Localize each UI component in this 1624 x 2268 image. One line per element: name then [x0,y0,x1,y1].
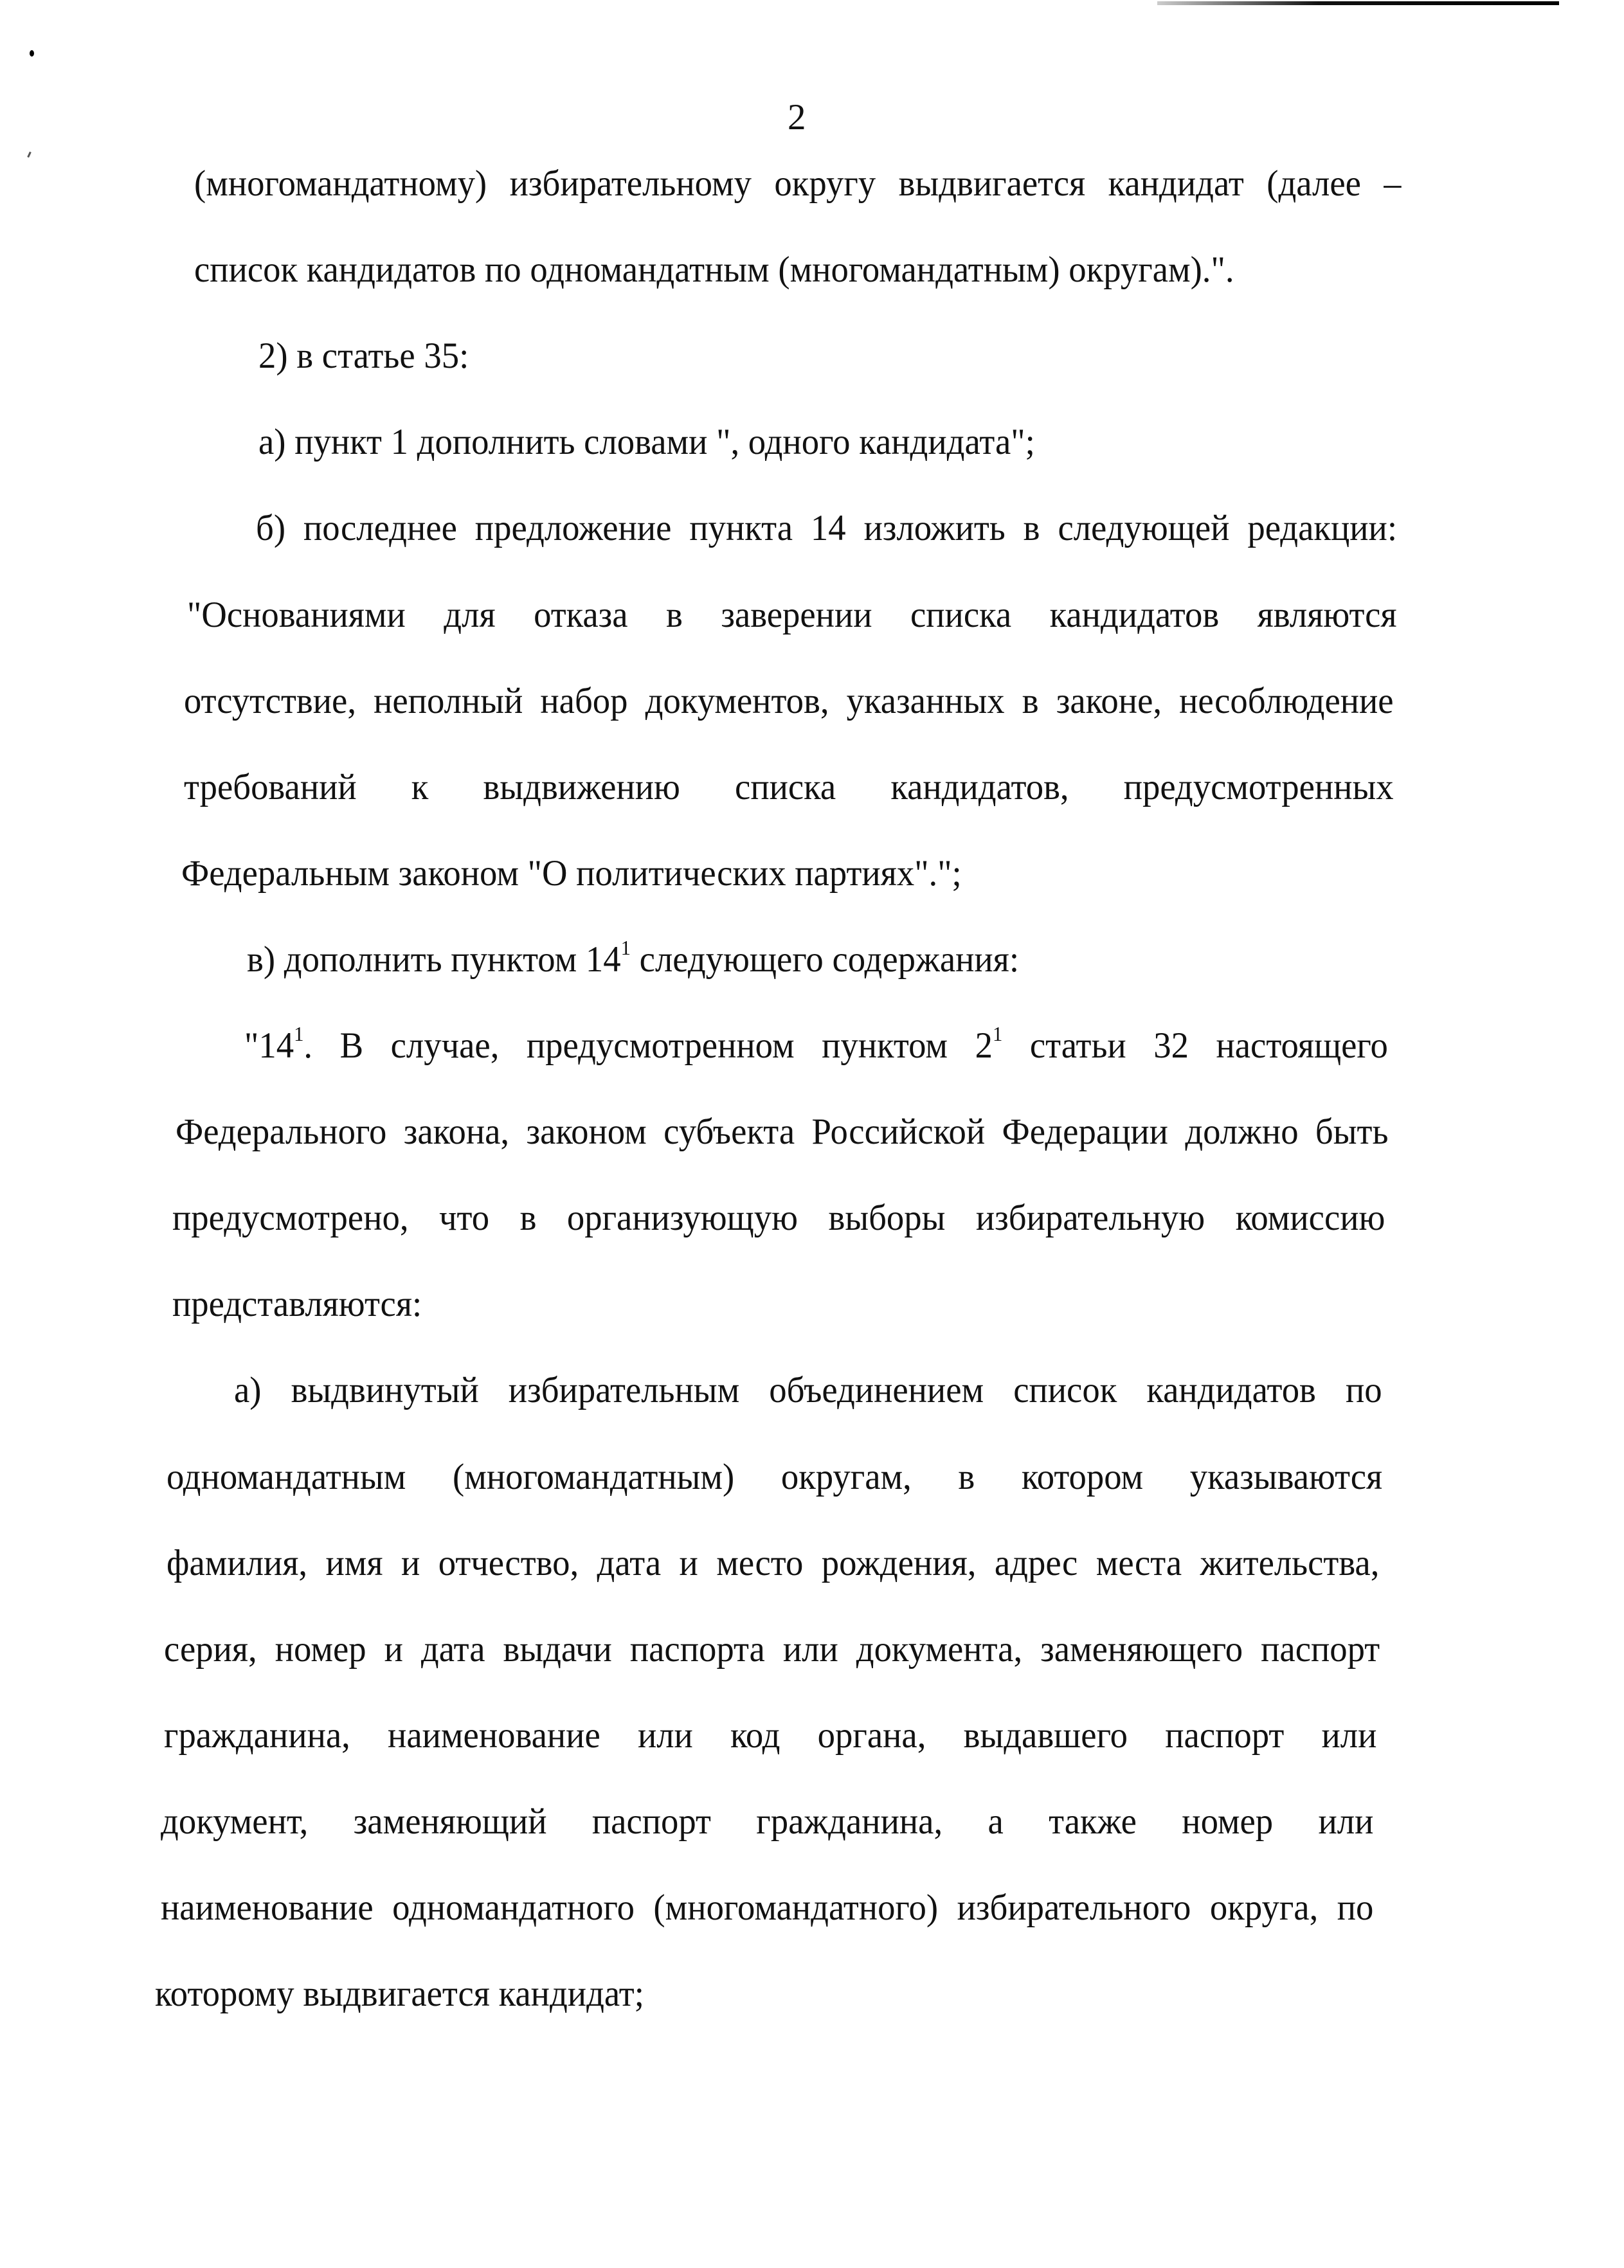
text-segment: отсутствие, неполный набор документов, указанных в законе, несоблюдение [184,681,1394,721]
text-line [184,658,1394,744]
text-line [194,141,1402,227]
text-segment: "Основаниями для отказа в заверении списка кандидатов являются [187,595,1397,635]
text-line [258,399,1035,485]
text-line [258,313,469,399]
text-segment: требований к выдвижению списка кандидатов, предусмотренных [184,767,1394,807]
text-line [161,1779,1373,1865]
text-segment: а) пункт 1 дополнить словами ", одного кандидата"; [258,422,1035,462]
text-line [244,1003,1388,1089]
text-line [164,1693,1376,1779]
text-segment: фамилия, имя и отчество, дата и место рождения, адрес места жительства, [167,1543,1380,1583]
superscript: 1 [992,1022,1003,1045]
text-line [172,1175,1385,1261]
scan-speck [30,50,34,57]
text-segment: следующего содержания: [630,939,1020,980]
text-segment: в) дополнить пунктом 14 [247,939,621,980]
text-segment: Федеральным законом "О политических партиях"."; [181,853,962,894]
text-line [172,1261,422,1347]
text-segment: 2) в статье 35: [258,336,469,376]
text-segment: предусмотрено, что в организующую выборы избирательную комиссию [172,1198,1385,1238]
text-segment: а) выдвинутый избирательным объединением список кандидатов по [234,1370,1382,1410]
text-line [155,1951,644,2037]
text-segment: одномандатным (многомандатным) округам, в котором указываются [167,1457,1383,1497]
page-number: 2 [788,97,806,138]
scan-speck [27,152,32,158]
text-line [164,1607,1380,1693]
text-segment: которому выдвигается кандидат; [155,1974,644,2014]
text-segment: гражданина, наименование или код органа, выдавшего паспорт или [164,1715,1377,1756]
text-line [161,1865,1373,1951]
text-line [234,1347,1382,1434]
superscript: 1 [620,936,631,959]
text-line [187,572,1397,658]
text-segment: серия, номер и дата выдачи паспорта или документа, заменяющего паспорт [164,1629,1380,1670]
text-segment: статьи 32 настоящего [1002,1025,1388,1066]
text-segment: б) последнее предложение пункта 14 изложить в следующей редакции: [256,508,1398,548]
text-line [194,227,1234,313]
text-line [181,831,962,917]
text-segment: наименование одномандатного (многомандатного) избирательного округа, по [161,1887,1374,1928]
text-segment: документ, заменяющий паспорт гражданина, а также номер или [161,1801,1374,1842]
text-line [184,744,1394,831]
superscript: 1 [294,1022,304,1045]
text-segment: (многомандатному) избирательному округу выдвигается кандидат (далее – [194,163,1402,204]
text-line [167,1520,1379,1607]
text-segment: представляются: [172,1284,422,1324]
text-segment: . В случае, предусмотренном пунктом 2 [303,1025,993,1066]
text-segment: Федерального закона, законом субъекта Российской Федерации должно быть [176,1112,1389,1152]
text-segment: "14 [244,1025,294,1066]
text-line [247,917,1019,1003]
text-line [176,1089,1388,1175]
text-line [256,485,1397,572]
text-segment: список кандидатов по одномандатным (многомандатным) округам).". [194,249,1234,290]
scan-artifact-bar [1157,1,1559,5]
text-line [167,1434,1382,1520]
